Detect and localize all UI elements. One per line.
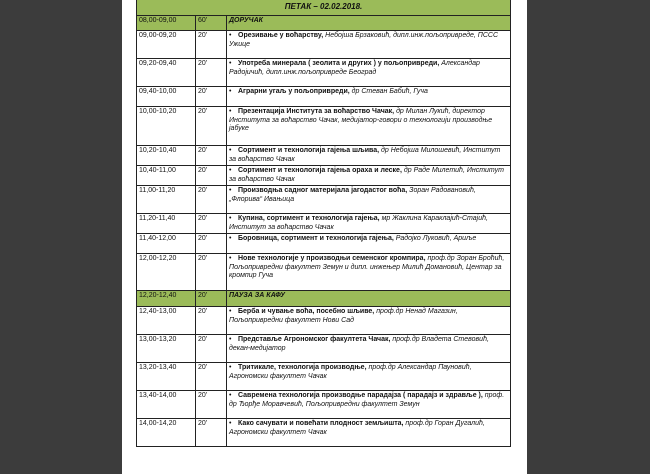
session-speaker: проф.др Горан Дугалић, Агрономски факултет Чачак bbox=[229, 420, 485, 436]
session-speaker: Зоран Радовановић, „Флорива“ Ивањица bbox=[229, 187, 476, 203]
session-time: 09,40-10,00 bbox=[137, 87, 196, 107]
bullet-icon: • bbox=[229, 308, 232, 315]
session-description bbox=[227, 234, 511, 254]
bullet-icon: • bbox=[229, 336, 232, 343]
session-time: 10,00-10,20 bbox=[137, 107, 196, 146]
session-duration: 20’ bbox=[196, 363, 227, 391]
schedule-day-title: ПЕТАК – 02.02.2018. bbox=[137, 0, 511, 16]
bullet-icon: • bbox=[229, 215, 232, 222]
break-row bbox=[137, 291, 511, 307]
session-row bbox=[137, 307, 511, 335]
session-speaker: мр Жаклина Караклајић-Стајић, Институт за воћарство Чачак bbox=[229, 215, 488, 231]
session-time: 09,20-09,40 bbox=[137, 59, 196, 87]
session-speaker: проф. др Ђорђе Моравчевић, Пољопривредни факултет Земун bbox=[229, 392, 505, 408]
session-row bbox=[137, 254, 511, 291]
session-description bbox=[227, 31, 511, 59]
session-description bbox=[227, 419, 511, 447]
session-row bbox=[137, 214, 511, 234]
bullet-icon: • bbox=[229, 88, 232, 95]
session-description bbox=[227, 214, 511, 234]
session-time: 13,20-13,40 bbox=[137, 363, 196, 391]
bullet-icon: • bbox=[229, 108, 232, 115]
session-row bbox=[137, 234, 511, 254]
bullet-icon: • bbox=[229, 60, 232, 67]
session-time: 08,00-09,00 bbox=[137, 16, 196, 31]
session-time: 10,20-10,40 bbox=[137, 146, 196, 166]
session-speaker: др Раде Милетић, Институт за воћарство Чачак bbox=[229, 167, 504, 183]
bullet-icon: • bbox=[229, 392, 232, 399]
session-row bbox=[137, 391, 511, 419]
session-speaker: Радојко Луковић, Ариље bbox=[395, 235, 477, 242]
session-title: Презентација Института за воћарство Чачак, bbox=[238, 108, 395, 115]
session-duration: 20’ bbox=[196, 186, 227, 214]
session-description bbox=[227, 146, 511, 166]
session-time: 12,20-12,40 bbox=[137, 291, 196, 307]
session-time: 14,00-14,20 bbox=[137, 419, 196, 447]
session-description bbox=[227, 186, 511, 214]
session-title: Производња садног материјала јагодастог воћа, bbox=[238, 187, 408, 194]
bullet-icon: • bbox=[229, 32, 232, 39]
session-row bbox=[137, 419, 511, 447]
session-speaker: проф.др Зоран Броћић, Пољопривредни факултет Земун и дипл. инжењер Милић Домановић, Центар за кромпир Гуча bbox=[229, 255, 505, 279]
session-description bbox=[227, 291, 511, 307]
session-time: 12,00-12,20 bbox=[137, 254, 196, 291]
session-description bbox=[227, 107, 511, 146]
session-duration: 60’ bbox=[196, 16, 227, 31]
bullet-icon: • bbox=[229, 187, 232, 194]
bullet-icon: • bbox=[229, 235, 232, 242]
session-speaker: др Милан Лукић, директор Института за воћарство Чачак, медијатор-говори о технологији производње јабуке bbox=[229, 108, 493, 132]
session-time: 13,40-14,00 bbox=[137, 391, 196, 419]
session-title: Представље Агрономског факултета Чачак, bbox=[238, 336, 391, 343]
session-time: 11,00-11,20 bbox=[137, 186, 196, 214]
session-duration: 20’ bbox=[196, 335, 227, 363]
session-row bbox=[137, 87, 511, 107]
document-page bbox=[122, 0, 527, 474]
bullet-icon: • bbox=[229, 255, 232, 262]
session-title: Нове технологије у производњи семенског кромпира, bbox=[238, 255, 426, 262]
session-time: 11,20-11,40 bbox=[137, 214, 196, 234]
session-speaker: проф.др Александар Пауновић, Агрономски факултет Чачак bbox=[229, 364, 472, 380]
session-duration: 20’ bbox=[196, 87, 227, 107]
session-description bbox=[227, 166, 511, 186]
session-description bbox=[227, 59, 511, 87]
session-row bbox=[137, 31, 511, 59]
session-duration: 20’ bbox=[196, 59, 227, 87]
bullet-icon: • bbox=[229, 167, 232, 174]
session-title: Сортимент и технологија гајења шљива, bbox=[238, 147, 380, 154]
session-row bbox=[137, 335, 511, 363]
session-time: 11,40-12,00 bbox=[137, 234, 196, 254]
session-description bbox=[227, 391, 511, 419]
session-duration: 20’ bbox=[196, 254, 227, 291]
session-time: 13,00-13,20 bbox=[137, 335, 196, 363]
session-title: Орезивање у воћарству, bbox=[238, 32, 324, 39]
session-title: Савремена технологија производње парадајза ( парадајз и здравље ), bbox=[238, 392, 483, 399]
session-title: Сортимент и технологија гајења ораха и леске, bbox=[238, 167, 402, 174]
session-speaker: Александар Радојичић, дипл.инж.пољопривреде Београд bbox=[229, 60, 480, 76]
session-time: 10,40-11,00 bbox=[137, 166, 196, 186]
session-title: Како сачувати и повећати плодност земљишта, bbox=[238, 420, 404, 427]
session-duration: 20’ bbox=[196, 214, 227, 234]
break-row bbox=[137, 16, 511, 31]
break-label: ПАУЗА ЗА КАФУ bbox=[229, 292, 285, 299]
session-duration: 20’ bbox=[196, 291, 227, 307]
bullet-icon: • bbox=[229, 420, 232, 427]
schedule-header-row bbox=[137, 0, 511, 16]
session-title: Боровница, сортимент и технологија гајења, bbox=[238, 235, 394, 242]
session-row bbox=[137, 59, 511, 87]
session-time: 09,00-09,20 bbox=[137, 31, 196, 59]
session-description bbox=[227, 335, 511, 363]
session-duration: 20’ bbox=[196, 234, 227, 254]
session-speaker: проф.др Владета Стевовић, декан-медијатор bbox=[229, 336, 489, 352]
session-description bbox=[227, 16, 511, 31]
bullet-icon: • bbox=[229, 147, 232, 154]
session-description bbox=[227, 363, 511, 391]
session-description bbox=[227, 307, 511, 335]
session-row bbox=[137, 166, 511, 186]
session-row bbox=[137, 186, 511, 214]
session-title: Употреба минерала ( зеолита и других ) у пољопривреди, bbox=[238, 60, 440, 67]
schedule-table bbox=[136, 0, 511, 447]
session-duration: 20’ bbox=[196, 419, 227, 447]
session-time: 12,40-13,00 bbox=[137, 307, 196, 335]
session-duration: 20’ bbox=[196, 391, 227, 419]
session-speaker: Небојша Брзаковић, дипл.инж.пољопривреде, ПССС Ужице bbox=[229, 32, 499, 48]
session-duration: 20’ bbox=[196, 107, 227, 146]
session-title: Тритикале, технологија производње, bbox=[238, 364, 367, 371]
session-speaker: др Небојша Милошевић, Институт за воћарство Чачак bbox=[229, 147, 501, 163]
session-duration: 20’ bbox=[196, 166, 227, 186]
break-label: ДОРУЧАК bbox=[229, 17, 263, 24]
session-description bbox=[227, 254, 511, 291]
session-title: Аграрни угаљ у пољопривреди, bbox=[238, 88, 350, 95]
session-row bbox=[137, 107, 511, 146]
session-duration: 20’ bbox=[196, 31, 227, 59]
session-speaker: др Стеван Бабић, Гуча bbox=[351, 88, 428, 95]
session-row bbox=[137, 146, 511, 166]
session-speaker: проф.др Ненад Магазин, Пољопривредни факултет Нови Сад bbox=[229, 308, 458, 324]
session-duration: 20’ bbox=[196, 146, 227, 166]
session-description bbox=[227, 87, 511, 107]
session-duration: 20’ bbox=[196, 307, 227, 335]
session-title: Купина, сортимент и технологија гајења, bbox=[238, 215, 380, 222]
bullet-icon: • bbox=[229, 364, 232, 371]
session-row bbox=[137, 363, 511, 391]
session-title: Берба и чување воћа, посебно шљиве, bbox=[238, 308, 375, 315]
